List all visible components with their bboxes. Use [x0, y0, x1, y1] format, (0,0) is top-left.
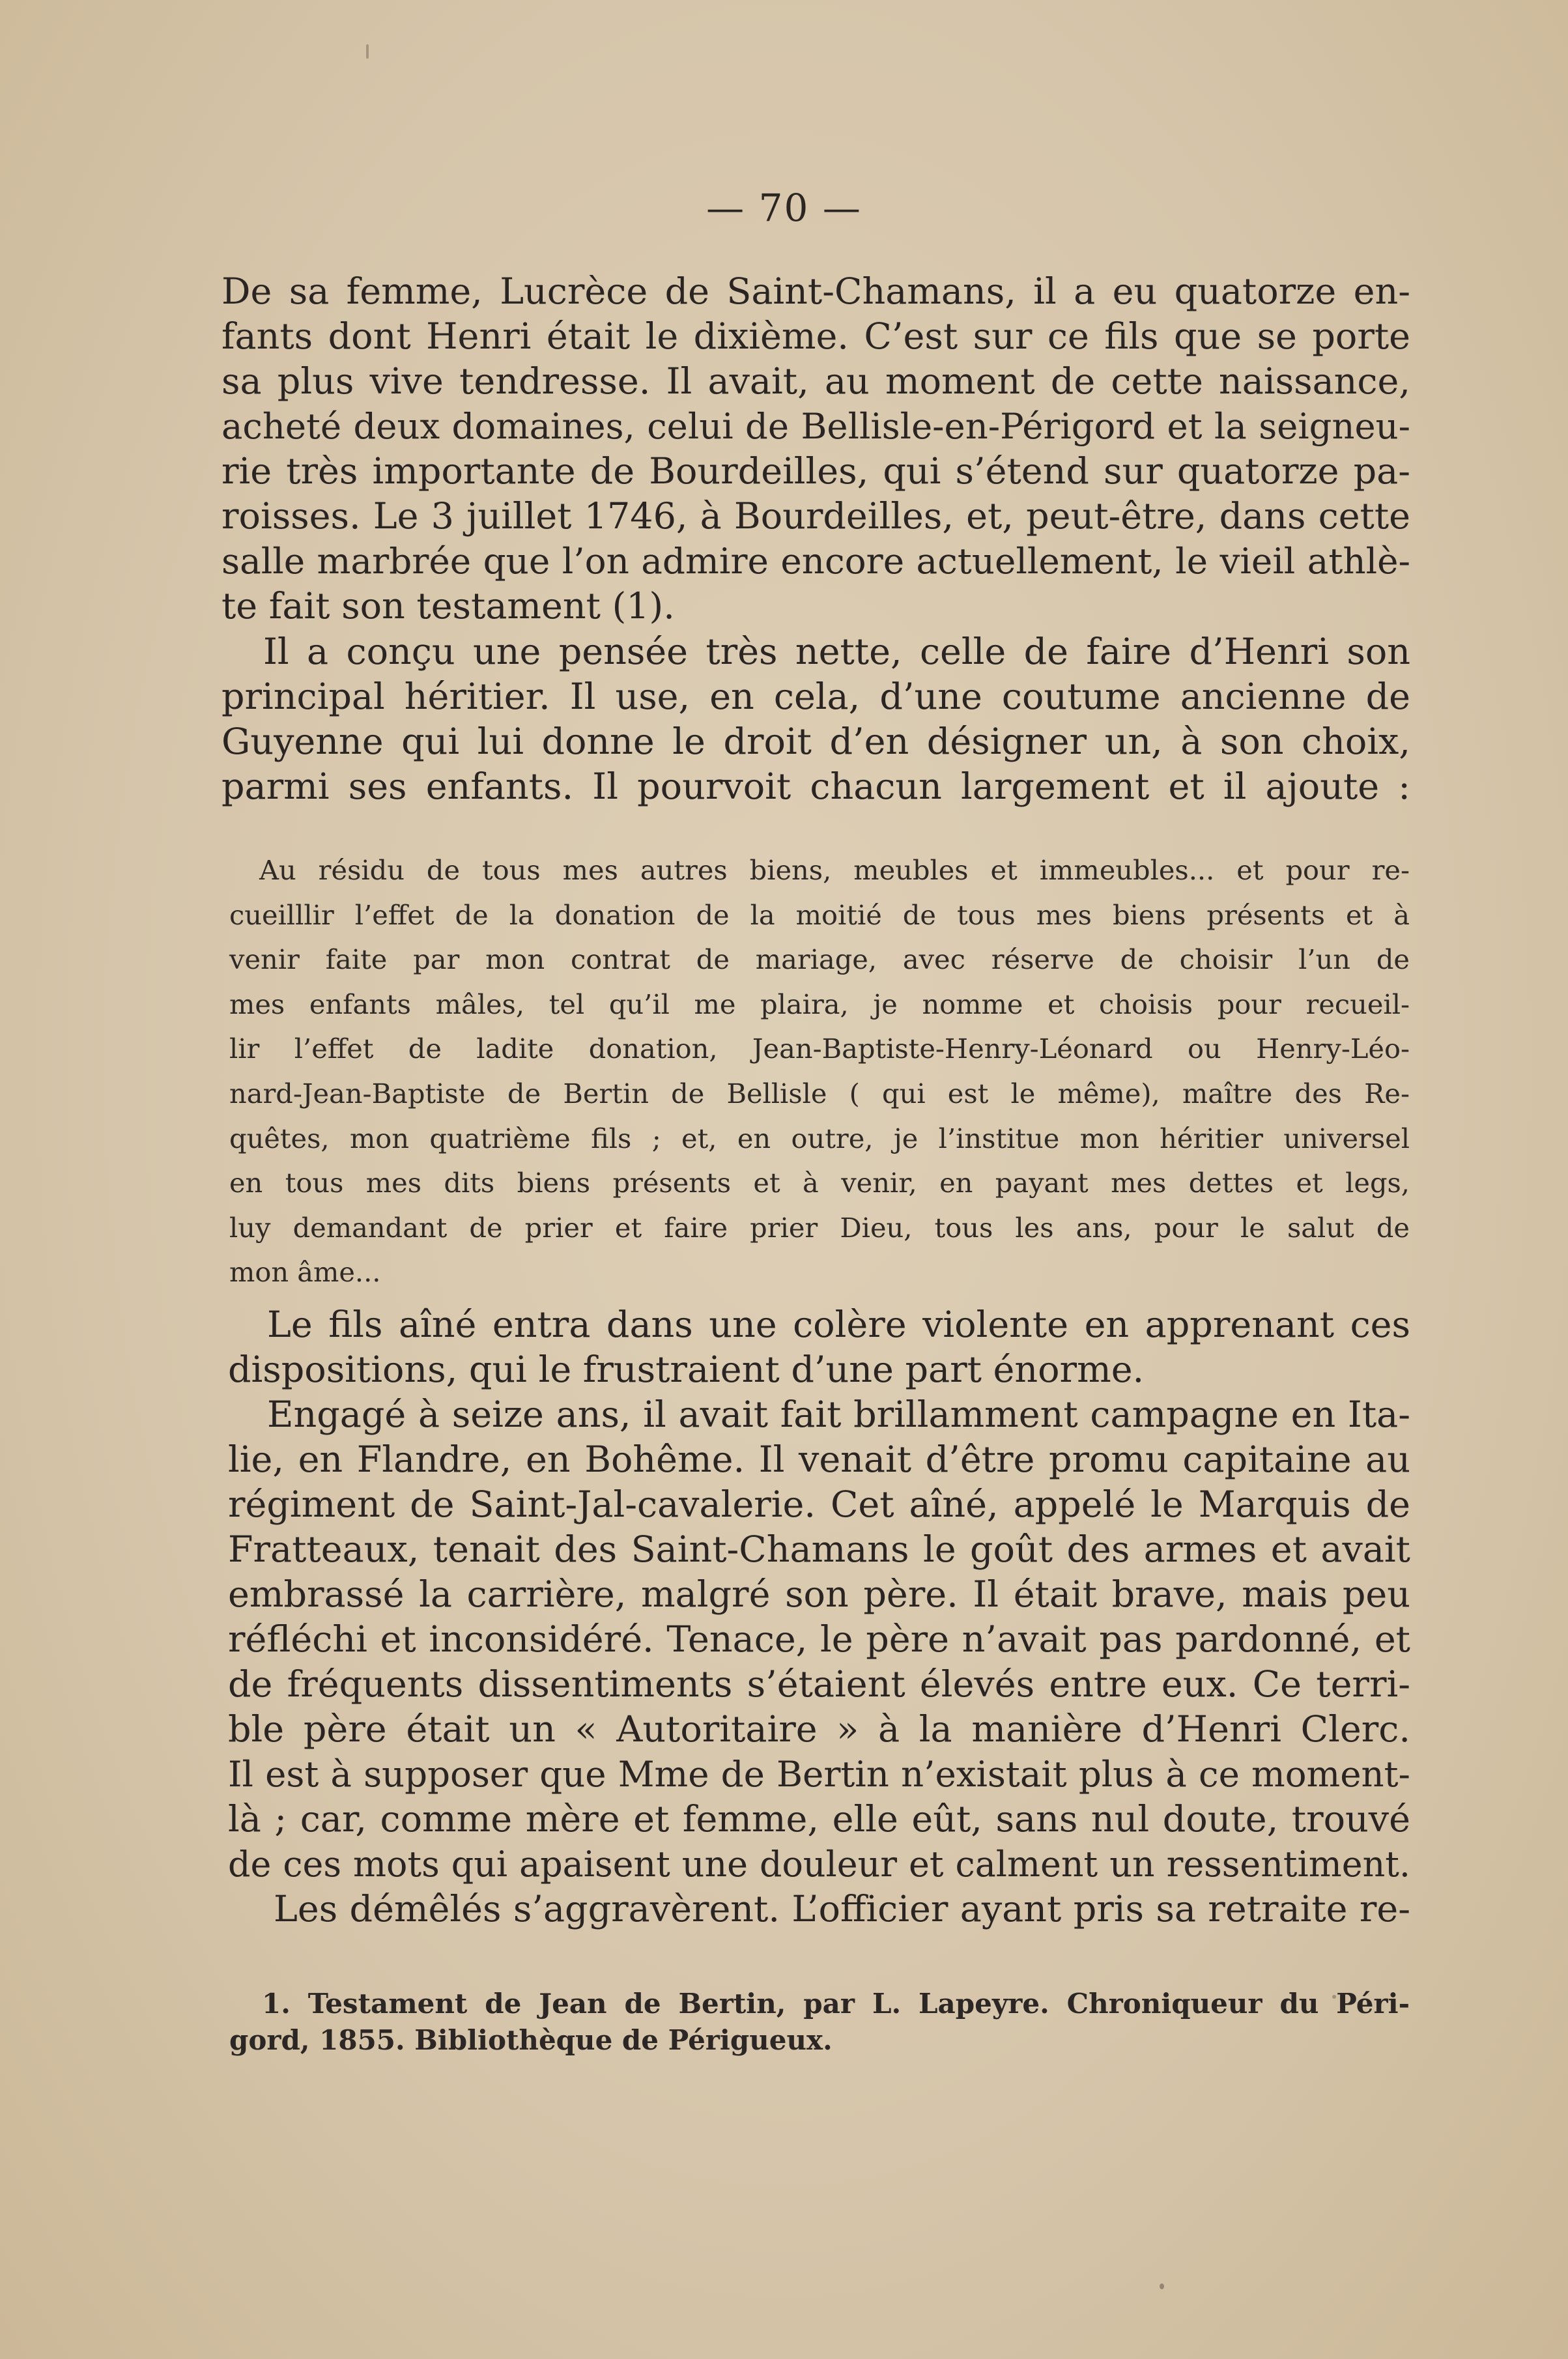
text-line: parmi ses enfants. Il pourvoit chacun largement et il ajoute :: [221, 765, 1410, 808]
paragraph-5: [228, 1887, 1410, 1932]
text-line: ble père était un « Autoritaire » à la manière d’Henri Clerc.: [228, 1708, 1410, 1751]
quote-line: venir faite par mon contrat de mariage, avec réserve de choisir l’un de: [229, 943, 1410, 976]
text-line: roisses. Le 3 juillet 1746, à Bourdeilles, et, peut-être, dans cette: [221, 495, 1410, 537]
text-line: de ces mots qui apaisent une douleur et calment un ressentiment.: [228, 1844, 1410, 1885]
paragraph-1: [221, 269, 1410, 629]
text-line: te fait son testament (1).: [221, 585, 675, 627]
quote-line: luy demandant de prier et faire prier Dieu, tous les ans, pour le salut de: [229, 1211, 1410, 1244]
text-line: salle marbrée que l’on admire encore actuellement, le vieil athlè-: [221, 540, 1410, 582]
text-line: Le fils aîné entra dans une colère violente en apprenant ces: [267, 1304, 1410, 1346]
text-line: De sa femme, Lucrèce de Saint-Chamans, il a eu quatorze en-: [221, 270, 1410, 313]
text-line: Fratteaux, tenait des Saint-Chamans le goût des armes et avait: [228, 1528, 1410, 1571]
text-line: embrassé la carrière, malgré son père. Il était brave, mais peu: [228, 1573, 1410, 1616]
quote-line: cueilllir l’effet de la donation de la moitié de tous mes biens présents et à: [229, 898, 1410, 931]
footnote-line: gord, 1855. Bibliothèque de Périgueux.: [229, 2024, 833, 2056]
quote-line: en tous mes dits biens présents et à venir, en payant mes dettes et legs,: [229, 1167, 1410, 1199]
text-line: fants dont Henri était le dixième. C’est sur ce fils que se porte: [221, 315, 1410, 358]
paragraph-4: [228, 1392, 1410, 1887]
paper-speck: [366, 44, 369, 59]
text-line: réfléchi et inconsidéré. Tenace, le père n’avait pas pardonné, et: [228, 1618, 1410, 1661]
quote-line: Au résidu de tous mes autres biens, meubles et immeubles... et pour re-: [259, 854, 1410, 886]
text-line: dispositions, qui le frustraient d’une part énorme.: [228, 1349, 1145, 1391]
text-line: de fréquents dissentiments s’étaient élevés entre eux. Ce terri-: [228, 1663, 1410, 1706]
footnote: [229, 1986, 1410, 2059]
text-line: Les démêlés s’aggravèrent. L’officier ayant pris sa retraite re-: [274, 1888, 1410, 1930]
quote-line: lir l’effet de ladite donation, Jean-Baptiste-Henry-Léonard ou Henry-Léo-: [229, 1033, 1410, 1065]
footnote-line: 1. Testament de Jean de Bertin, par L. Lapeyre. Chroniqueur du Péri-: [262, 1988, 1410, 2020]
text-line: lie, en Flandre, en Bohême. Il venait d’être promu capitaine au: [228, 1438, 1410, 1481]
testament-quote: [229, 848, 1410, 1295]
text-line: Guyenne qui lui donne le droit d’en désigner un, à son choix,: [221, 721, 1410, 763]
paper-speck: [1160, 2283, 1164, 2289]
quote-line: nard-Jean-Baptiste de Bertin de Bellisle ( qui est le même), maître des Re-: [229, 1077, 1410, 1109]
text-line: régiment de Saint-Jal-cavalerie. Cet aîné, appelé le Marquis de: [228, 1483, 1410, 1526]
text-line: sa plus vive tendresse. Il avait, au moment de cette naissance,: [221, 360, 1410, 403]
text-line: là ; car, comme mère et femme, elle eût, sans nul doute, trouvé: [228, 1798, 1410, 1840]
page-number: — 70 —: [706, 186, 862, 230]
text-line: principal héritier. Il use, en cela, d’une coutume ancienne de: [221, 676, 1410, 718]
text-line: acheté deux domaines, celui de Bellisle-en-Périgord et la seigneu-: [221, 406, 1410, 447]
text-line: Engagé à seize ans, il avait fait brillamment campagne en Ita-: [267, 1394, 1410, 1436]
quote-line: quêtes, mon quatrième fils ; et, en outre, je l’institue mon héritier universel: [229, 1122, 1410, 1154]
text-line: rie très importante de Bourdeilles, qui s’étend sur quatorze pa-: [221, 450, 1410, 493]
quote-line: mon âme...: [229, 1256, 381, 1289]
paragraph-3: [228, 1302, 1410, 1392]
text-line: Il est à supposer que Mme de Bertin n’existait plus à ce moment-: [228, 1753, 1410, 1795]
quote-line: mes enfants mâles, tel qu’il me plaira, je nomme et choisis pour recueil-: [229, 988, 1410, 1020]
paragraph-2: [221, 629, 1410, 809]
text-line: Il a conçu une pensée très nette, celle de faire d’Henri son: [263, 631, 1410, 673]
